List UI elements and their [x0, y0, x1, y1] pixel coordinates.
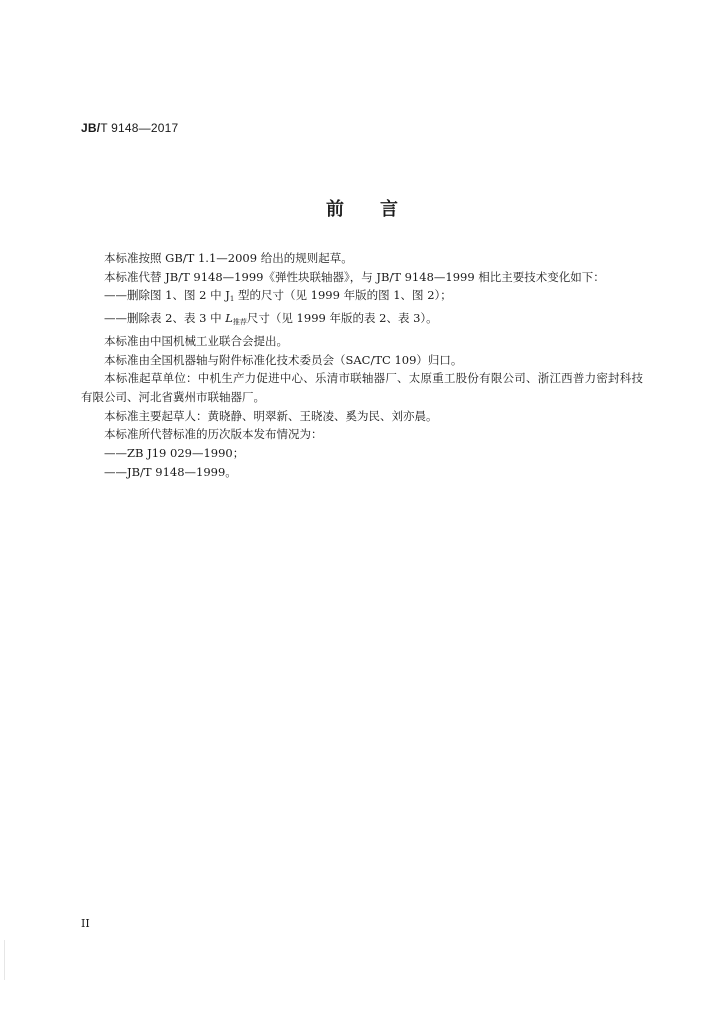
change-item-2-text-end: 尺寸（见 1999 年版的表 2、表 3）。: [246, 311, 438, 326]
change-item-2-text: ——删除表 2、表 3 中: [104, 311, 226, 326]
change-item-1-text-end: 型的尺寸（见 1999 年版的图 1、图 2）；: [234, 288, 452, 303]
paragraph-drafters: 本标准主要起草人：黄晓静、明翠新、王晓凌、奚为民、刘亦晨。: [104, 408, 438, 423]
change-item-2-variable: L: [225, 311, 233, 326]
history-item-1: ——ZB J19 029—1990；: [104, 446, 245, 461]
standard-code-prefix: JB/: [81, 121, 101, 135]
scan-edge-mark: [4, 940, 5, 980]
paragraph-replacement: 本标准代替 JB/T 9148—1999《弹性块联轴器》，与 JB/T 9148—1999 相比主要技术变化如下：: [104, 269, 605, 284]
change-item-1: [81, 286, 643, 309]
paragraph-drafting-units: 本标准起草单位：中机生产力促进中心、乐清市联轴器厂、太原重工股份有限公司、浙江西普力密封科技有限公司、河北省冀州市联轴器厂。: [81, 371, 643, 404]
history-item-2: ——JB/T 9148—1999。: [104, 464, 237, 479]
standard-code-number: T 9148—2017: [100, 121, 179, 135]
change-item-2-subscript: 推荐: [232, 318, 247, 327]
change-item-2: [81, 309, 643, 332]
paragraph-under-jurisdiction: 本标准由全国机器轴与附件标准化技术委员会（SAC/TC 109）归口。: [104, 352, 463, 367]
change-item-1-subscript: 1: [229, 295, 235, 304]
foreword-body: [81, 249, 643, 481]
paragraph-history: 本标准所代替标准的历次版本发布情况为：: [104, 427, 323, 442]
page-title: 前言: [326, 199, 434, 220]
standard-code: [81, 121, 178, 135]
change-item-1-text: ——删除图 1、图 2 中 J: [104, 288, 230, 303]
paragraph-drafting-rules: 本标准按照 GB/T 1.1—2009 给出的规则起草。: [104, 251, 353, 265]
paragraph-proposed-by: 本标准由中国机械工业联合会提出。: [104, 333, 288, 348]
page-number: II: [81, 917, 90, 930]
